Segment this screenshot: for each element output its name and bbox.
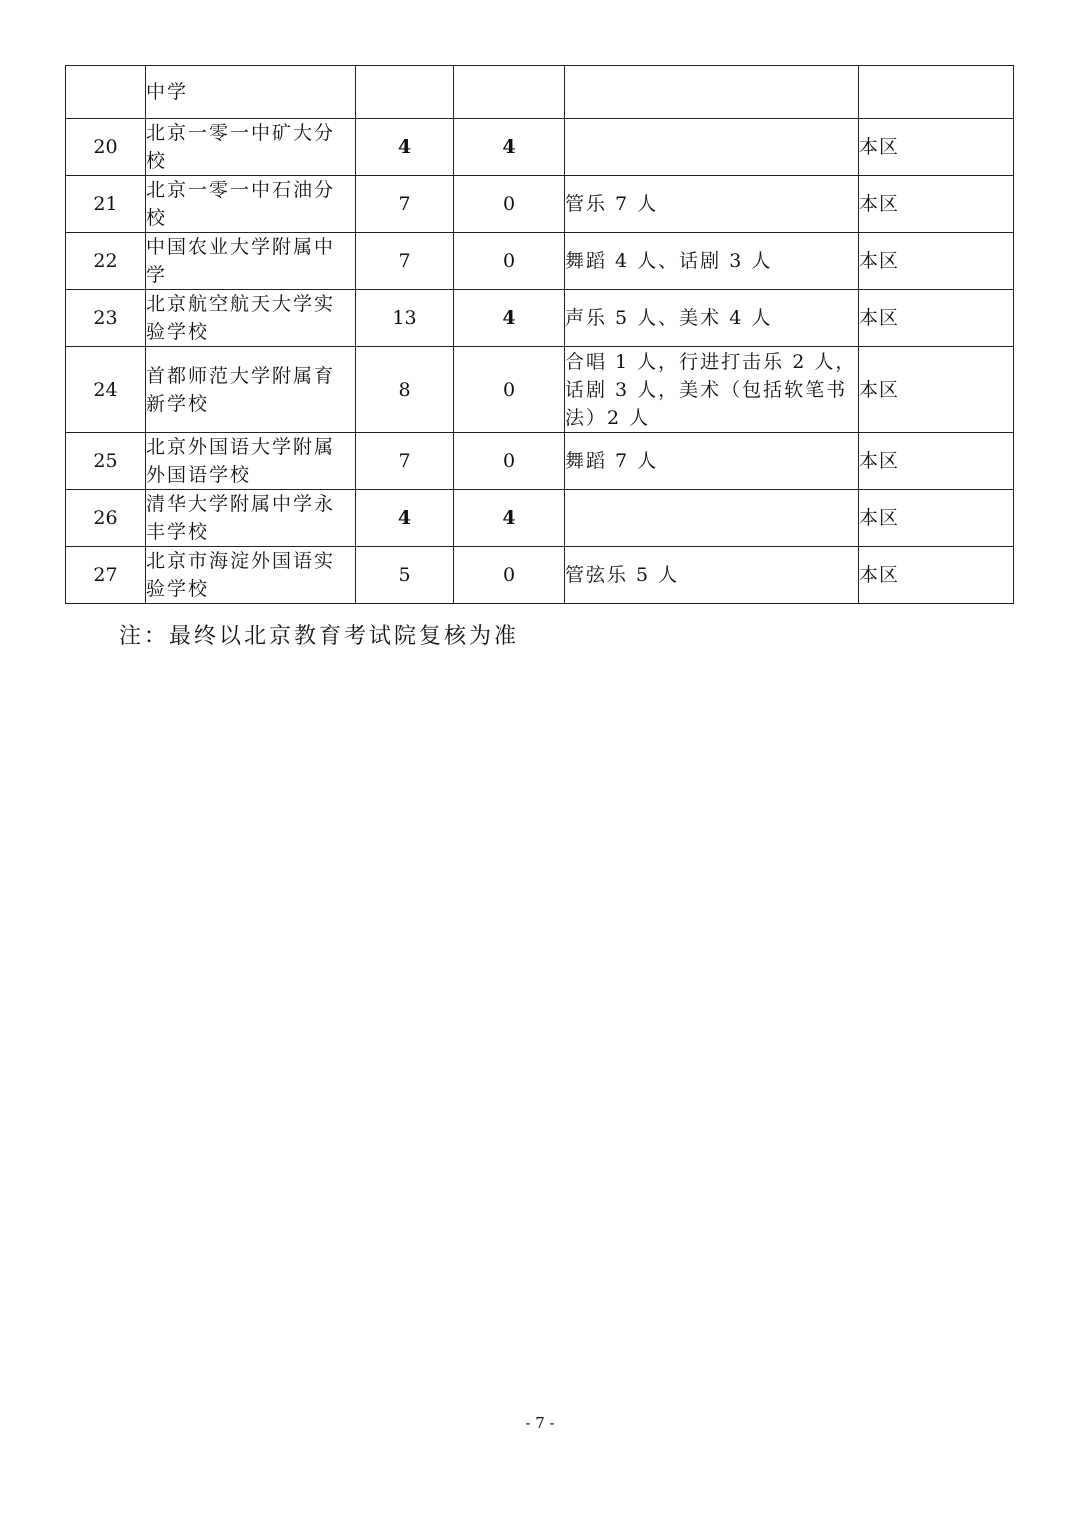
- cell-school-name: 首都师范大学附属育新学校: [146, 347, 356, 433]
- cell-detail: 舞蹈 7 人: [565, 433, 859, 490]
- cell-no: 24: [66, 347, 146, 433]
- cell-range: 本区: [859, 119, 1014, 176]
- cell-special: 4: [454, 119, 565, 176]
- cell-detail: [565, 119, 859, 176]
- cell-total: 13: [356, 290, 454, 347]
- cell-special: 0: [454, 176, 565, 233]
- cell-school-name: 中学: [146, 66, 356, 119]
- table-row: [66, 290, 1014, 347]
- page-number: - 7 -: [525, 1414, 555, 1432]
- cell-range: 本区: [859, 547, 1014, 604]
- cell-total: 4: [356, 119, 454, 176]
- cell-detail: 管弦乐 5 人: [565, 547, 859, 604]
- table-row: [66, 433, 1014, 490]
- cell-detail: 合唱 1 人，行进打击乐 2 人，话剧 3 人，美术（包括软笔书法）2 人: [565, 347, 859, 433]
- quota-table: [65, 65, 1014, 604]
- table-row: [66, 176, 1014, 233]
- table-row: [66, 347, 1014, 433]
- cell-detail: 舞蹈 4 人、话剧 3 人: [565, 233, 859, 290]
- cell-total: 8: [356, 347, 454, 433]
- cell-range: 本区: [859, 433, 1014, 490]
- cell-no: 27: [66, 547, 146, 604]
- cell-special: 0: [454, 433, 565, 490]
- cell-special: 4: [454, 290, 565, 347]
- cell-special: 4: [454, 490, 565, 547]
- table-row: [66, 119, 1014, 176]
- cell-school-name: 北京一零一中矿大分校: [146, 119, 356, 176]
- footnote: 注：最终以北京教育考试院复核为准: [119, 624, 520, 649]
- cell-school-name: 北京市海淀外国语实验学校: [146, 547, 356, 604]
- cell-total: 5: [356, 547, 454, 604]
- cell-no: 20: [66, 119, 146, 176]
- cell-range: 本区: [859, 176, 1014, 233]
- table-row: [66, 547, 1014, 604]
- cell-no: [66, 66, 146, 119]
- cell-total: [356, 66, 454, 119]
- cell-range: 本区: [859, 290, 1014, 347]
- cell-range: 本区: [859, 347, 1014, 433]
- cell-special: 0: [454, 547, 565, 604]
- cell-special: [454, 66, 565, 119]
- cell-school-name: 清华大学附属中学永丰学校: [146, 490, 356, 547]
- cell-detail: 声乐 5 人、美术 4 人: [565, 290, 859, 347]
- table-row: [66, 490, 1014, 547]
- cell-school-name: 北京外国语大学附属外国语学校: [146, 433, 356, 490]
- table-row: [66, 233, 1014, 290]
- cell-school-name: 北京一零一中石油分校: [146, 176, 356, 233]
- cell-detail: 管乐 7 人: [565, 176, 859, 233]
- table-row: [66, 66, 1014, 119]
- cell-school-name: 北京航空航天大学实验学校: [146, 290, 356, 347]
- cell-range: 本区: [859, 233, 1014, 290]
- cell-detail: [565, 490, 859, 547]
- cell-detail: [565, 66, 859, 119]
- cell-special: 0: [454, 347, 565, 433]
- cell-no: 26: [66, 490, 146, 547]
- cell-total: 7: [356, 176, 454, 233]
- cell-school-name: 中国农业大学附属中学: [146, 233, 356, 290]
- cell-total: 7: [356, 233, 454, 290]
- cell-range: [859, 66, 1014, 119]
- cell-no: 21: [66, 176, 146, 233]
- cell-total: 4: [356, 490, 454, 547]
- cell-total: 7: [356, 433, 454, 490]
- cell-no: 22: [66, 233, 146, 290]
- cell-range: 本区: [859, 490, 1014, 547]
- quota-table-body: [66, 66, 1014, 604]
- cell-no: 25: [66, 433, 146, 490]
- cell-special: 0: [454, 233, 565, 290]
- cell-no: 23: [66, 290, 146, 347]
